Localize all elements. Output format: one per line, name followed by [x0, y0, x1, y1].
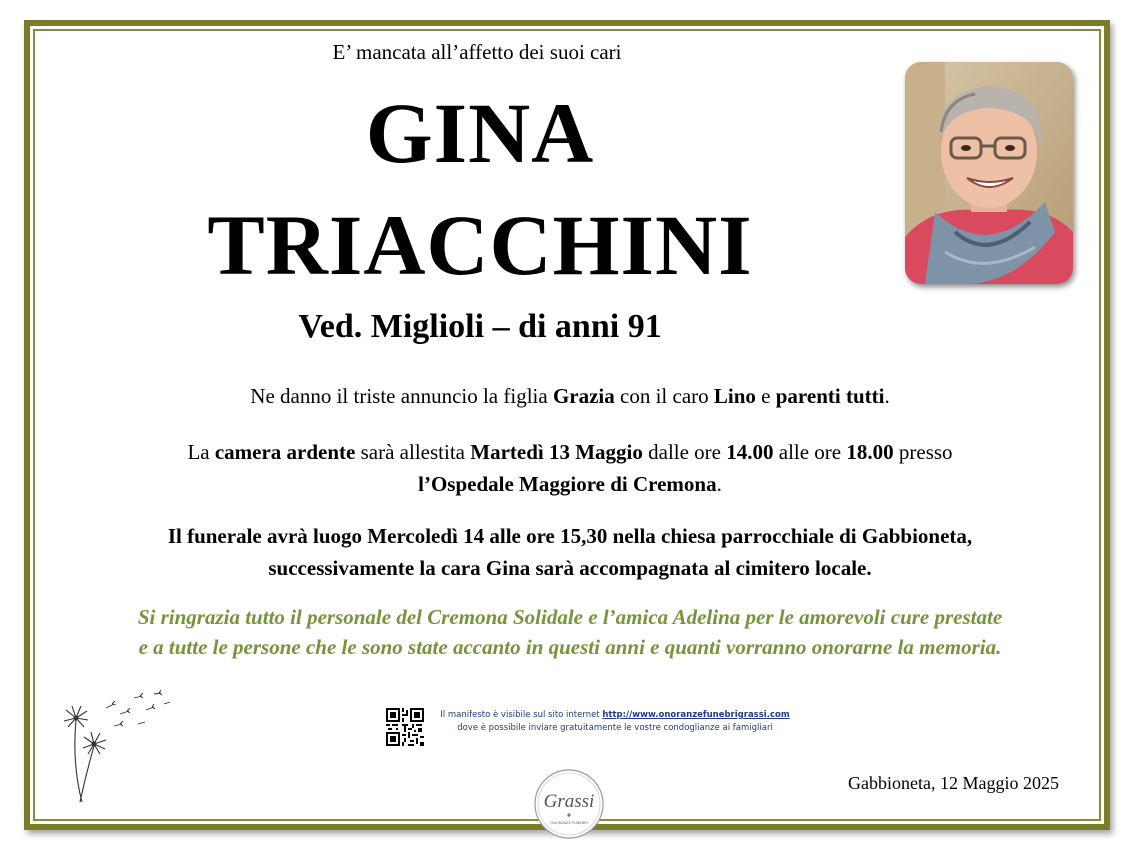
deceased-subtitle: Ved. Miglioli – di anni 91	[298, 308, 662, 345]
website-note	[430, 709, 800, 735]
website-note-line-2: dove è possibile inviare gratuitamente le vostre condoglianze ai famigliari	[457, 723, 773, 733]
funeral-paragraph	[70, 520, 1070, 584]
portrait-photo	[905, 62, 1073, 284]
notice-date: Gabbioneta, 12 Maggio 2025	[848, 773, 1059, 793]
thanks-line-1: Si ringrazia tutto il personale del Cremona Solidale e l’amica Adelina per le amorevoli cure prestate	[137, 605, 1003, 629]
viewing-paragraph	[70, 436, 1070, 500]
logo-tagline: ONORANZE FUNEBRI	[550, 821, 588, 825]
funeral-home-logo	[527, 765, 611, 843]
partner-name: Lino	[713, 384, 756, 408]
thanks-paragraph	[70, 602, 1070, 662]
daughter-name: Grazia	[552, 384, 615, 408]
viewing-text: La	[187, 440, 215, 464]
viewing-text: dalle ore	[642, 440, 727, 464]
viewing-location: l’Ospedale Maggiore di Cremona	[418, 472, 717, 496]
funeral-line-1: Il funerale avrà luogo Mercoledì 14 alle ore 15,30 nella chiesa parrocchiale di Gabbioneta,	[167, 524, 973, 548]
viewing-room: camera ardente	[214, 440, 356, 464]
deceased-last-name: TRIACCHINI	[207, 197, 753, 293]
announcement-text: Ne danno il triste annuncio la figlia	[250, 384, 553, 408]
deceased-first-name: GINA	[365, 85, 595, 181]
announcement-text: .	[884, 384, 890, 408]
viewing-text: presso	[893, 440, 953, 464]
announcement-text: con il caro	[614, 384, 714, 408]
funeral-line-2: successivamente la cara Gina sarà accompagnata al cimitero locale.	[268, 556, 872, 580]
announcement-text: e	[755, 384, 776, 408]
announcement-paragraph	[70, 380, 1070, 412]
website-link[interactable]: http://www.onoranzefunebrigrassi.com	[602, 710, 790, 720]
qr-code-icon[interactable]	[386, 708, 424, 746]
viewing-text: .	[716, 472, 722, 496]
viewing-start-time: 14.00	[726, 440, 774, 464]
dandelion-illustration	[54, 684, 179, 809]
logo-name: Grassi	[543, 791, 595, 812]
viewing-text: alle ore	[773, 440, 847, 464]
viewing-text: sarà allestita	[355, 440, 471, 464]
intro-text: E’ mancata all’affetto dei suoi cari	[332, 40, 622, 64]
viewing-end-time: 18.00	[846, 440, 894, 464]
portrait-photo-icon	[905, 62, 1073, 284]
relatives-text: parenti tutti	[775, 384, 885, 408]
website-note-text: Il manifesto è visibile sul sito internet	[440, 710, 603, 720]
viewing-date: Martedì 13 Maggio	[470, 440, 643, 464]
thanks-line-2: e a tutte le persone che le sono state accanto in questi anni e quanti vorranno onorarne la memoria.	[138, 635, 1002, 659]
